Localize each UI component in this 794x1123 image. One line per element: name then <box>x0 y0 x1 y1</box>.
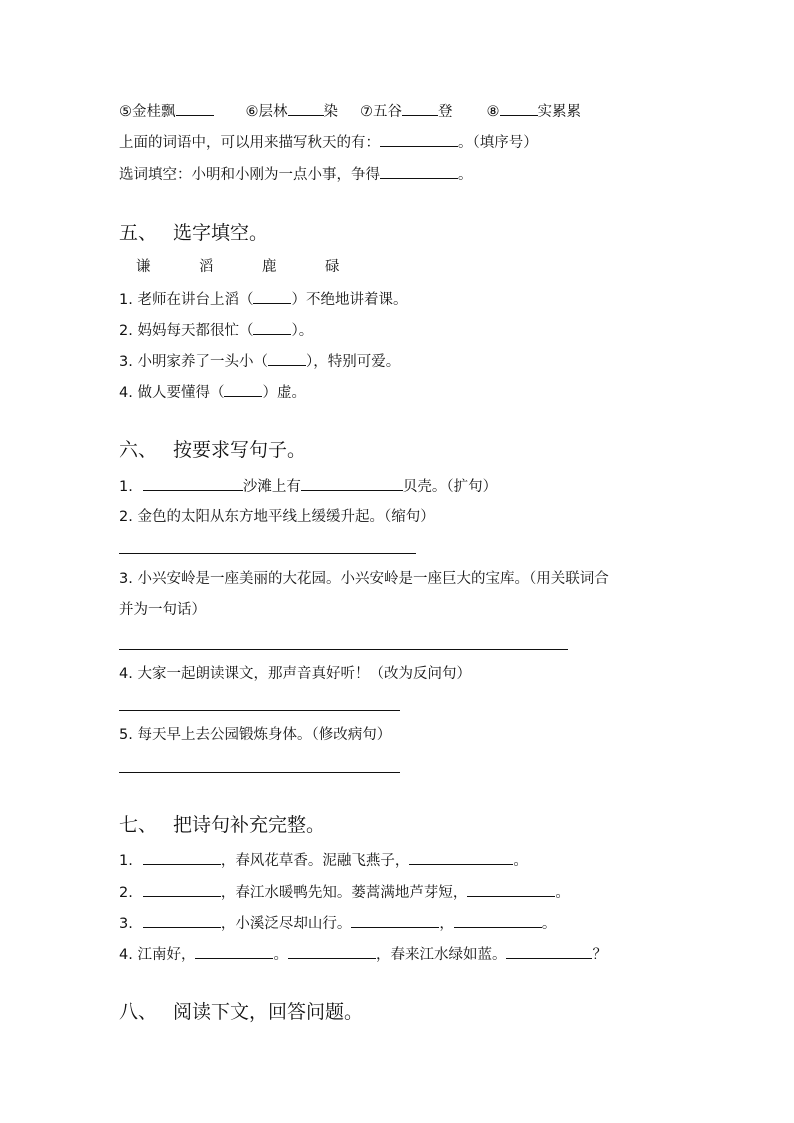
question-number: 1. <box>119 479 133 495</box>
section6-number: 六、 <box>119 439 158 461</box>
item7-post: 登 <box>438 104 453 120</box>
answer-blank[interactable] <box>195 944 273 959</box>
question-text: 4. 做人要懂得（ <box>119 385 225 401</box>
section7-q2 <box>119 882 570 903</box>
section7-q4 <box>119 944 607 965</box>
question-text: 贝壳。（扩句） <box>402 479 498 495</box>
answer-blank[interactable] <box>506 944 592 959</box>
question-number: 3. <box>119 916 133 932</box>
answer-blank[interactable] <box>253 320 291 335</box>
item7-pre: ⑦五谷 <box>360 104 402 120</box>
question-text: ，春来江水绿如蓝。 <box>375 947 507 963</box>
question-text: 3. 小明家养了一头小（ <box>119 354 268 370</box>
answer-blank[interactable] <box>454 913 542 928</box>
section5-title: 选字填空。 <box>173 222 269 244</box>
answer-line[interactable] <box>119 649 568 650</box>
answer-blank[interactable] <box>351 913 439 928</box>
answer-blank[interactable] <box>224 382 262 397</box>
question-text: 。 <box>541 916 557 932</box>
question-number: 1. <box>119 853 133 869</box>
item7-blank[interactable] <box>402 101 438 116</box>
section5-q2 <box>119 320 313 341</box>
autumn-question-text: 上面的词语中，可以用来描写秋天的有： <box>119 135 380 151</box>
section7-q3 <box>119 913 556 934</box>
answer-blank[interactable] <box>409 850 513 865</box>
item6-pre: ⑥层林 <box>245 104 288 120</box>
section6-q5: 5. 每天早上去公园锻炼身体。（修改病句） <box>119 727 392 743</box>
section5-heading <box>119 221 268 245</box>
section6-q3-line2: 并为一句话） <box>119 602 206 618</box>
answer-line[interactable] <box>119 710 400 711</box>
answer-blank[interactable] <box>143 476 243 491</box>
char-option: 谦 <box>136 259 151 275</box>
item5-blank[interactable] <box>176 101 214 116</box>
section7-heading <box>119 813 325 837</box>
section5-number: 五、 <box>119 222 158 244</box>
answer-blank[interactable] <box>467 882 555 897</box>
section6-q2: 2. 金色的太阳从东方地平线上缓缓升起。（缩句） <box>119 509 435 525</box>
choose-word-blank[interactable] <box>380 164 458 179</box>
answer-line[interactable] <box>119 772 400 773</box>
question-text: 4. 江南好， <box>119 947 196 963</box>
section8-number: 八、 <box>119 1001 158 1023</box>
answer-blank[interactable] <box>288 944 376 959</box>
answer-blank[interactable] <box>143 913 221 928</box>
question-text: 沙滩上有 <box>242 479 301 495</box>
item6-post: 染 <box>323 104 338 120</box>
answer-blank[interactable] <box>253 289 291 304</box>
question-text: ？ <box>592 947 607 963</box>
answer-blank[interactable] <box>143 850 221 865</box>
choose-word-question <box>119 164 473 185</box>
autumn-question-suffix: 。（填序号） <box>458 135 538 151</box>
char-option: 滔 <box>199 259 214 275</box>
answer-line[interactable] <box>119 553 416 554</box>
answer-blank[interactable] <box>143 882 221 897</box>
char-option: 碌 <box>325 259 340 275</box>
item5-text: ⑤金桂飘 <box>119 104 176 120</box>
question-text: ，春江水暖鸭先知。蒌蒿满地芦芽短， <box>220 885 468 901</box>
question-text: 。 <box>555 885 570 901</box>
question-text: 。 <box>273 947 288 963</box>
section6-q4: 4. 大家一起朗读课文，那声音真好听！（改为反问句） <box>119 666 471 682</box>
section8-title: 阅读下文，回答问题。 <box>173 1001 364 1023</box>
section5-q4 <box>119 382 306 403</box>
section6-q3-line1: 3. 小兴安岭是一座美丽的大花园。小兴安岭是一座巨大的宝库。（用关联词合 <box>119 571 609 587</box>
question-text: ），特别可爱。 <box>305 354 401 370</box>
autumn-blank[interactable] <box>380 132 458 147</box>
question-number: 2. <box>119 885 133 901</box>
question-text: ）虚。 <box>262 385 306 401</box>
item8-pre: ⑧ <box>486 104 500 120</box>
section6-q1 <box>119 476 497 497</box>
item8-post: 实累累 <box>537 104 581 120</box>
question-text: 1. 老师在讲台上滔（ <box>119 292 254 308</box>
section5-char-options <box>136 257 388 277</box>
question-text: ， <box>439 916 454 932</box>
question-text: 。 <box>513 853 528 869</box>
section7-q1 <box>119 850 528 871</box>
section7-title: 把诗句补充完整。 <box>173 814 326 836</box>
char-option: 鹿 <box>262 259 277 275</box>
section5-q1 <box>119 289 407 310</box>
question-text: ）。 <box>291 323 314 339</box>
answer-blank[interactable] <box>301 476 403 491</box>
question-text: ，小溪泛尽却山行。 <box>220 916 352 932</box>
question-text: 2. 妈妈每天都很忙（ <box>119 323 254 339</box>
section7-number: 七、 <box>119 814 158 836</box>
autumn-question <box>119 132 538 153</box>
choose-word-suffix: 。 <box>458 167 473 183</box>
item6-blank[interactable] <box>288 101 324 116</box>
section6-heading <box>119 438 306 462</box>
section5-q3 <box>119 351 400 372</box>
question-text: ，春风花草香。泥融飞燕子， <box>220 853 410 869</box>
answer-blank[interactable] <box>268 351 306 366</box>
question-text: ）不绝地讲着课。 <box>291 292 408 308</box>
item8-blank[interactable] <box>500 101 538 116</box>
word-items-row <box>119 101 581 122</box>
choose-word-text: 选词填空：小明和小刚为一点小事，争得 <box>119 167 380 183</box>
section8-heading <box>119 1000 363 1024</box>
section6-title: 按要求写句子。 <box>173 439 307 461</box>
